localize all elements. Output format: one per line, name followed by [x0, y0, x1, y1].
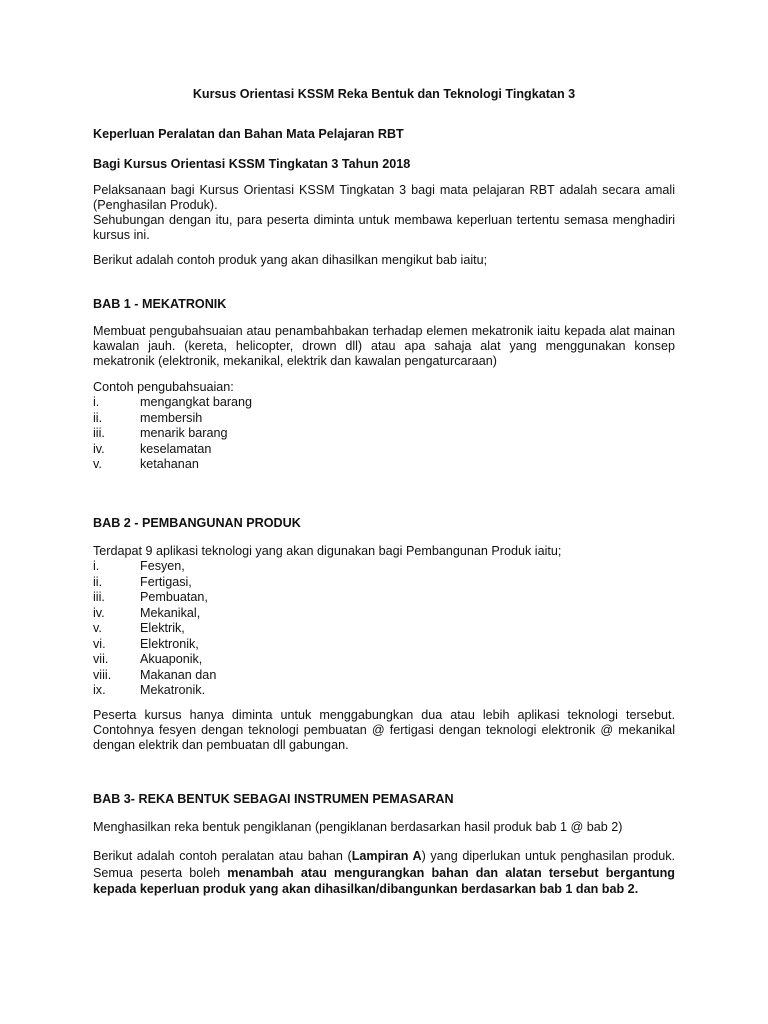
heading-keperluan: Keperluan Peralatan dan Bahan Mata Pelajaran RBT	[93, 127, 404, 141]
bab3-text-part: ) yang diperlukan untuk penghasilan produk. Semua peserta boleh	[93, 849, 675, 880]
list-item-number: iv.	[93, 441, 105, 456]
list-item-number: vi.	[93, 636, 106, 651]
list-item-number: i.	[93, 559, 100, 573]
list-item-number: vii.	[93, 652, 109, 666]
list-item	[93, 683, 675, 699]
list-item-number: ix.	[93, 683, 106, 697]
list-item-text: Makanan dan	[140, 667, 217, 682]
bab1-paragraph: Membuat pengubahsuaian atau penambahbakan terhadap elemen mekatronik iaitu kepada alat mainan kawalan jauh. (kereta, helicopter, drown dll) atau apa sahaja alat yang menggunakan konsep mekatronik (elektronik, mekanikal, elektrik dan kawalan pengaturcaraan)	[93, 324, 675, 368]
list-item-text: Elektronik,	[140, 636, 199, 651]
bab2-intro: Terdapat 9 aplikasi teknologi yang akan digunakan bagi Pembangunan Produk iaitu;	[93, 544, 562, 558]
bab3-paragraph-1: Menghasilkan reka bentuk pengiklanan (pengiklanan berdasarkan hasil produk bab 1 @ bab 2)	[93, 820, 623, 834]
heading-kursus-tahun: Bagi Kursus Orientasi KSSM Tingkatan 3 Tahun 2018	[93, 157, 411, 171]
list-item	[93, 457, 675, 473]
lampiran-label: Lampiran A	[351, 849, 422, 863]
list-item-number: v.	[93, 457, 102, 471]
list-item-number: v.	[93, 621, 102, 635]
list-item-text: Mekatronik.	[140, 683, 206, 697]
list-item	[93, 652, 675, 668]
list-item	[93, 559, 675, 575]
list-item-number: iii.	[93, 426, 105, 440]
bab3-heading: BAB 3- REKA BENTUK SEBAGAI INSTRUMEN PEMASARAN	[93, 792, 454, 806]
intro-paragraph-1: Pelaksanaan bagi Kursus Orientasi KSSM Tingkatan 3 bagi mata pelajaran RBT adalah secara amali (Penghasilan Produk).	[93, 183, 675, 212]
list-item-number: ii.	[93, 574, 103, 589]
bab1-list	[93, 395, 675, 473]
bab1-heading: BAB 1 - MEKATRONIK	[93, 297, 227, 311]
bab3-bold-instruction: menambah atau mengurangkan bahan dan alatan tersebut bergantung kepada keperluan produk yang akan dihasilkan/dibangunkan berdasarkan bab 1 dan bab 2.	[93, 865, 675, 896]
list-item-number: i.	[93, 395, 100, 409]
list-item	[93, 411, 675, 427]
list-item-text: menarik barang	[140, 426, 228, 440]
list-item	[93, 575, 675, 591]
list-item	[93, 668, 675, 684]
list-item-text: Elektrik,	[140, 621, 185, 635]
list-item-text: ketahanan	[140, 457, 199, 471]
list-item-text: Fesyen,	[140, 559, 185, 573]
list-item	[93, 395, 675, 411]
intro-paragraph-3: Berikut adalah contoh produk yang akan dihasilkan mengikut bab iaitu;	[93, 253, 488, 267]
list-item-text: Mekanikal,	[140, 605, 201, 620]
list-item-number: ii.	[93, 410, 103, 425]
list-item-text: Akuaponik,	[140, 652, 203, 666]
bab3-paragraph-2	[93, 848, 675, 898]
document-title: Kursus Orientasi KSSM Reka Bentuk dan Teknologi Tingkatan 3	[192, 87, 576, 101]
list-item	[93, 606, 675, 622]
list-item-number: iv.	[93, 605, 105, 620]
intro-paragraph-2: Sehubungan dengan itu, para peserta diminta untuk membawa keperluan tertentu semasa menghadiri kursus ini.	[93, 213, 675, 242]
list-item	[93, 426, 675, 442]
list-item-number: iii.	[93, 590, 105, 604]
bab2-paragraph: Peserta kursus hanya diminta untuk menggabungkan dua atau lebih aplikasi teknologi tersebut. Contohnya fesyen dengan teknologi pembuatan @ fertigasi dengan teknologi elektronik @ mekanikal dengan elektrik dan pembuatan dll gabungan.	[93, 708, 675, 752]
bab2-heading: BAB 2 - PEMBANGUNAN PRODUK	[93, 516, 301, 530]
list-item	[93, 590, 675, 606]
list-item	[93, 442, 675, 458]
bab1-list-label: Contoh pengubahsuaian:	[93, 380, 234, 394]
list-item-number: viii.	[93, 667, 112, 682]
bab3-text-part: Berikut adalah contoh peralatan atau bahan (	[93, 849, 352, 863]
list-item	[93, 637, 675, 653]
bab2-list	[93, 559, 675, 699]
list-item-text: membersih	[140, 410, 203, 425]
list-item-text: Fertigasi,	[140, 574, 192, 589]
list-item	[93, 621, 675, 637]
list-item-text: mengangkat barang	[140, 395, 253, 409]
list-item-text: Pembuatan,	[140, 590, 208, 604]
list-item-text: keselamatan	[140, 441, 212, 456]
